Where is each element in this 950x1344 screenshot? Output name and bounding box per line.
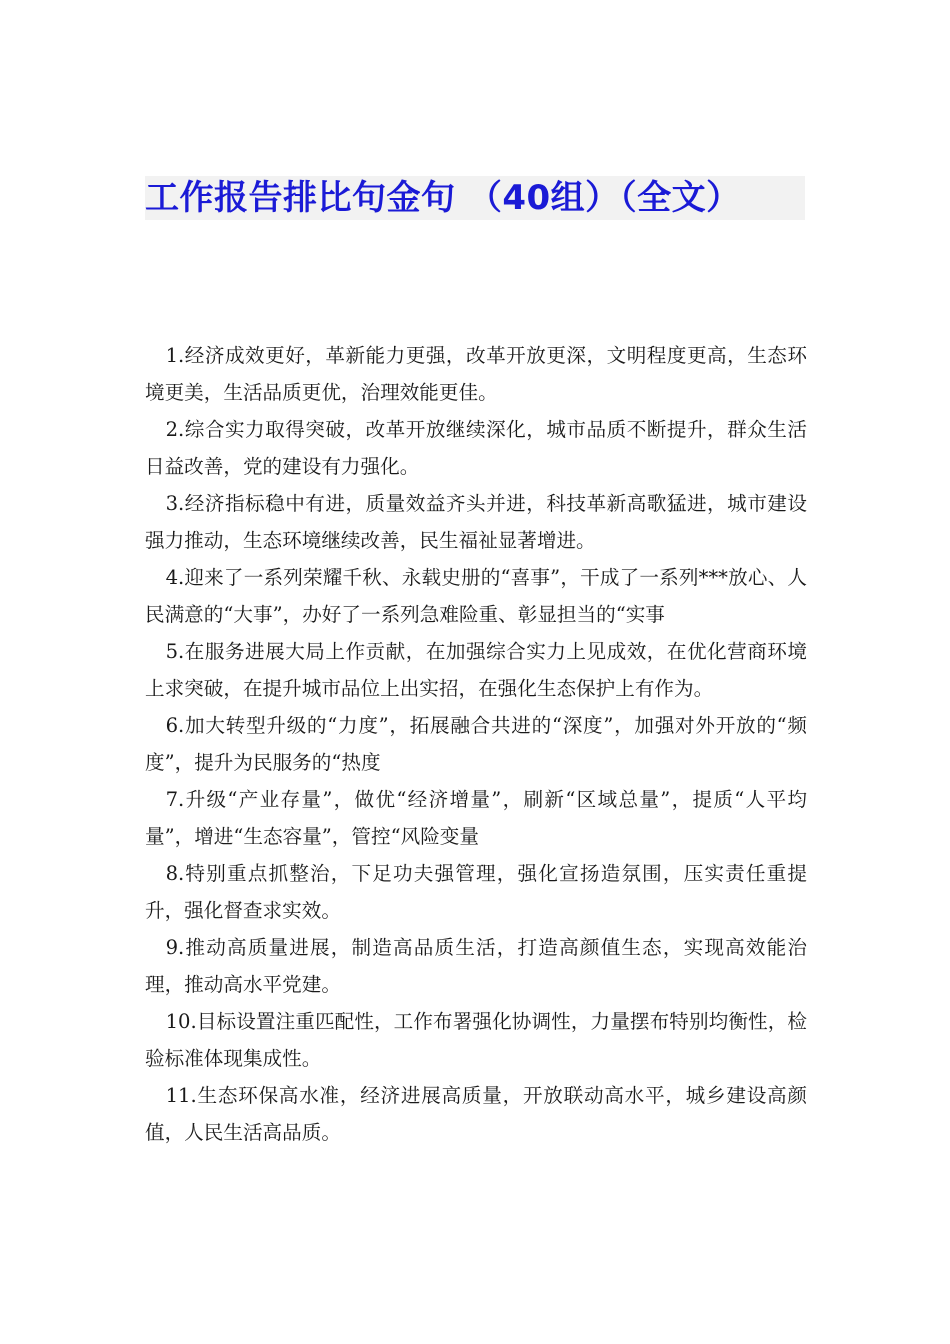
paragraph-7: 7.升级“产业存量”，做优“经济增量”，刷新“区域总量”，提质“人平均量”，增进“生态容量”，管控“风险变量 — [145, 788, 807, 848]
paragraph-10: 10.目标设置注重匹配性，工作布署强化协调性，力量摆布特别均衡性，检验标准体现集成性。 — [145, 1010, 807, 1070]
title-highlight — [145, 176, 805, 220]
paragraph-6: 6.加大转型升级的“力度”，拓展融合共进的“深度”，加强对外开放的“频度”，提升为民服务的“热度 — [145, 714, 807, 774]
paragraph-3: 3.经济指标稳中有进，质量效益齐头并进，科技革新高歌猛进，城市建设强力推动，生态环境继续改善，民生福祉显著增进。 — [145, 492, 807, 552]
paragraph-9: 9.推动高质量进展，制造高品质生活，打造高颜值生态，实现高效能治理，推动高水平党建。 — [145, 936, 807, 996]
paragraph-11: 11.生态环保高水准，经济进展高质量，开放联动高水平，城乡建设高颜值，人民生活高品质。 — [145, 1084, 807, 1144]
paragraph-8: 8.特别重点抓整治，下足功夫强管理，强化宣扬造氛围，压实责任重提升，强化督查求实效。 — [145, 862, 807, 922]
document-body — [145, 337, 807, 1151]
paragraph-1: 1.经济成效更好，革新能力更强，改革开放更深，文明程度更高，生态环境更美，生活品质更优，治理效能更佳。 — [145, 344, 807, 404]
paragraph-4: 4.迎来了一系列荣耀千秋、永载史册的“喜事”，干成了一系列***放心、人民满意的“大事”，办好了一系列急难险重、彰显担当的“实事 — [145, 566, 807, 626]
paragraph-2: 2.综合实力取得突破，改革开放继续深化，城市品质不断提升，群众生活日益改善，党的建设有力强化。 — [145, 418, 807, 478]
document-title: 工作报告排比句金句 （40组）（全文） — [145, 178, 741, 218]
paragraph-5: 5.在服务进展大局上作贡献，在加强综合实力上见成效，在优化营商环境上求突破，在提升城市品位上出实招，在强化生态保护上有作为。 — [145, 640, 807, 700]
